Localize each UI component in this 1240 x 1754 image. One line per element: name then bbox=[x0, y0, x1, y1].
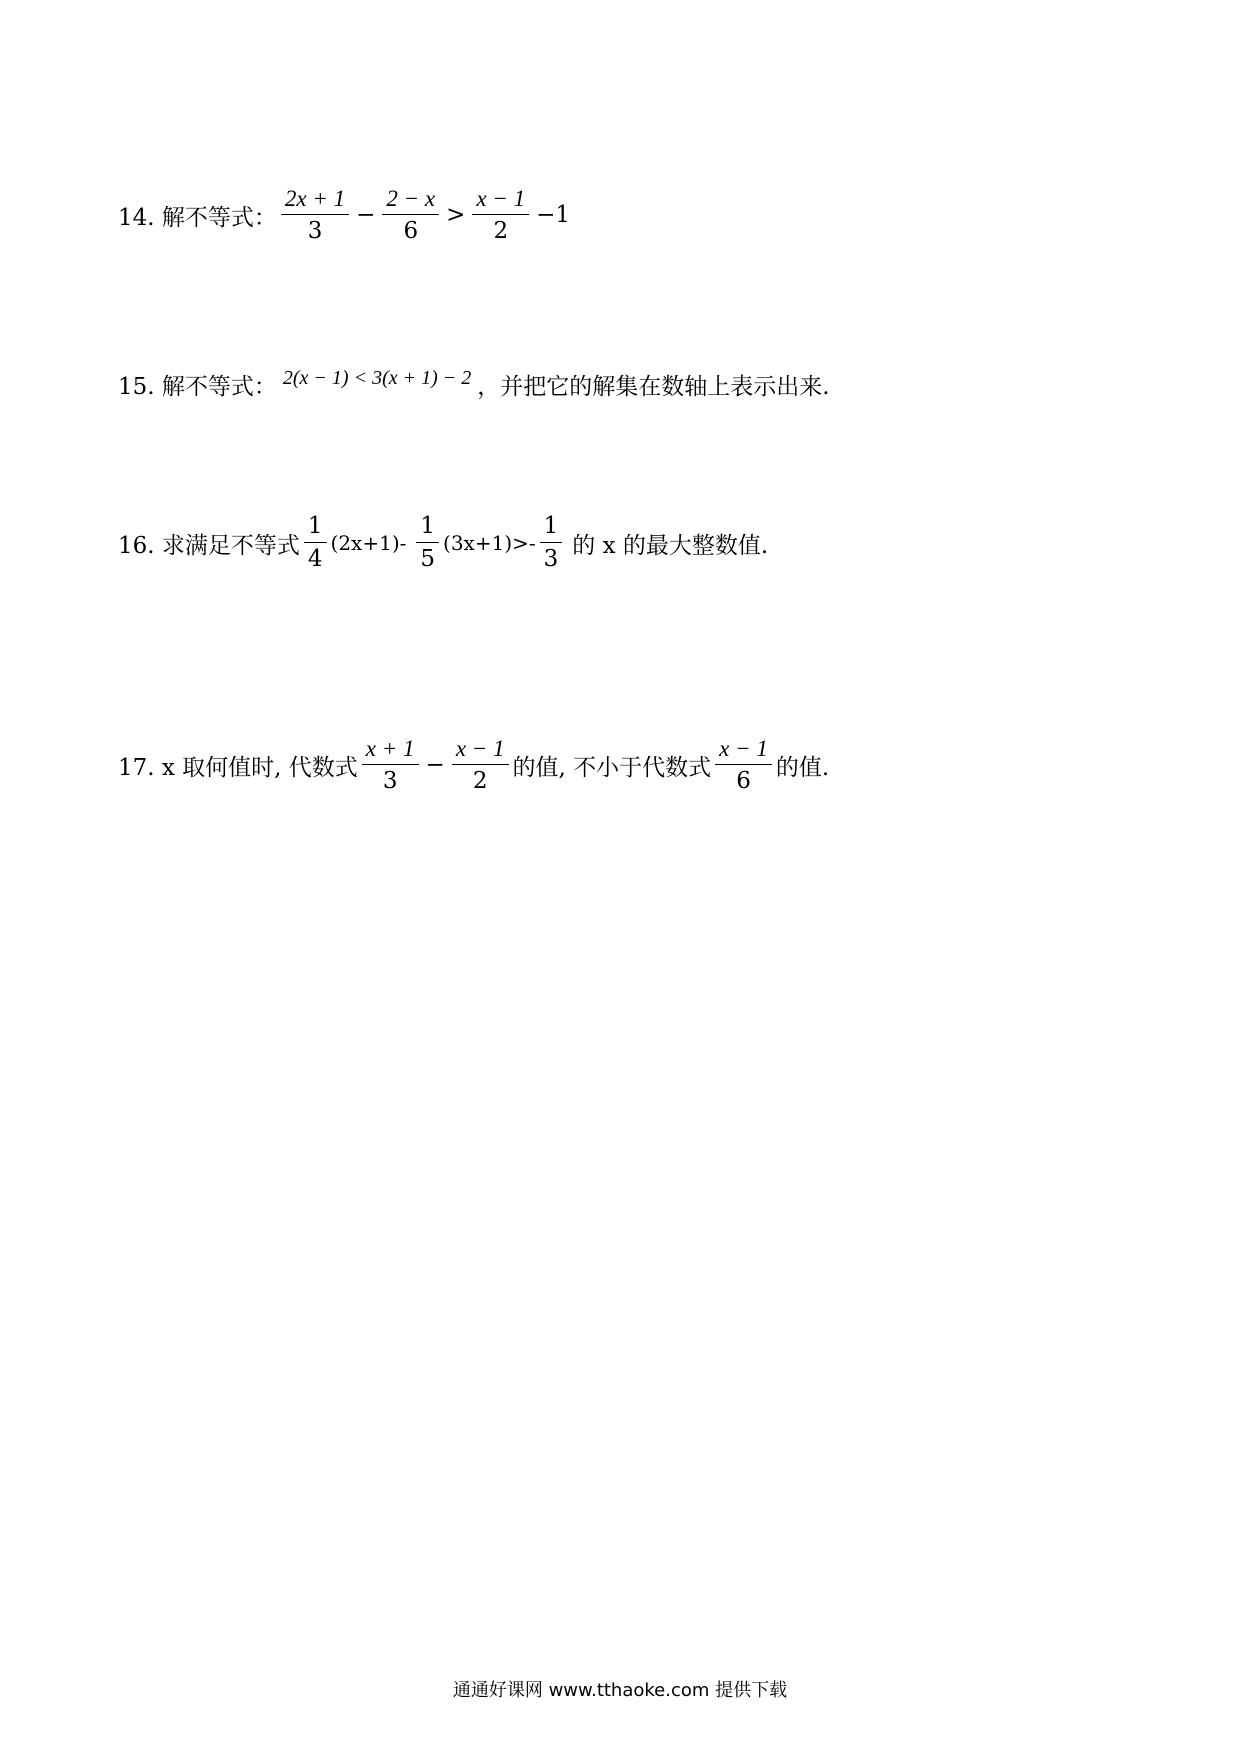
question-14: 14. 解不等式： $\frac{2x + 1}{3}$ − $\frac{2 - x}{6}$ > $\frac{x - 1}{2}$ −1 bbox=[118, 186, 571, 245]
q16-fraction-1: $\frac{1}{4}$ bbox=[304, 514, 327, 573]
question-16: 16. 求满足不等式 $\frac{1}{4}$ (2x+1)- $\frac{1}{5}$ (3x+1)>- $\frac{1}{3}$ 的 x 的最大整数值. bbox=[118, 513, 769, 573]
q16-fraction-2: $\frac{1}{5}$ bbox=[416, 514, 439, 573]
q16-instruction: 的 x 的最大整数值. bbox=[572, 532, 769, 559]
q17-fraction-3: $\frac{x - 1}{6}$ bbox=[715, 736, 772, 795]
q15-inequality: 2(x − 1) < 3(x + 1) − 2 bbox=[282, 367, 472, 389]
q15-instruction: ，并把它的解集在数轴上表示出来. bbox=[477, 374, 830, 400]
page-footer: 通通好课网 www.tthaoke.com 提供下载 bbox=[452, 1680, 788, 1701]
q16-fraction-3: $\frac{1}{3}$ bbox=[540, 514, 563, 573]
q17-label: 17. x 取何值时, 代数式 bbox=[118, 754, 358, 781]
q17-fraction-1: $\frac{x + 1}{3}$ bbox=[362, 736, 419, 795]
q14-fraction-3: $\frac{x - 1}{2}$ bbox=[472, 186, 529, 245]
question-17: 17. x 取何值时, 代数式 $\frac{x + 1}{3}$ − $\frac{x - 1}{2}$ 的值, 不小于代数式 $\frac{x - 1}{6}$ 的值. bbox=[118, 736, 830, 795]
q17-instruction: 的值. bbox=[775, 754, 830, 781]
q14-label: 14. 解不等式： bbox=[118, 204, 277, 231]
q16-label: 16. 求满足不等式 bbox=[118, 532, 300, 559]
q14-fraction-2: $\frac{2 - x}{6}$ bbox=[382, 186, 439, 245]
q15-label: 15. 解不等式： bbox=[118, 374, 277, 400]
question-15 bbox=[118, 368, 830, 401]
q14-fraction-1: $\frac{2x + 1}{3}$ bbox=[281, 186, 349, 245]
q17-fraction-2: $\frac{x - 1}{2}$ bbox=[452, 736, 509, 795]
